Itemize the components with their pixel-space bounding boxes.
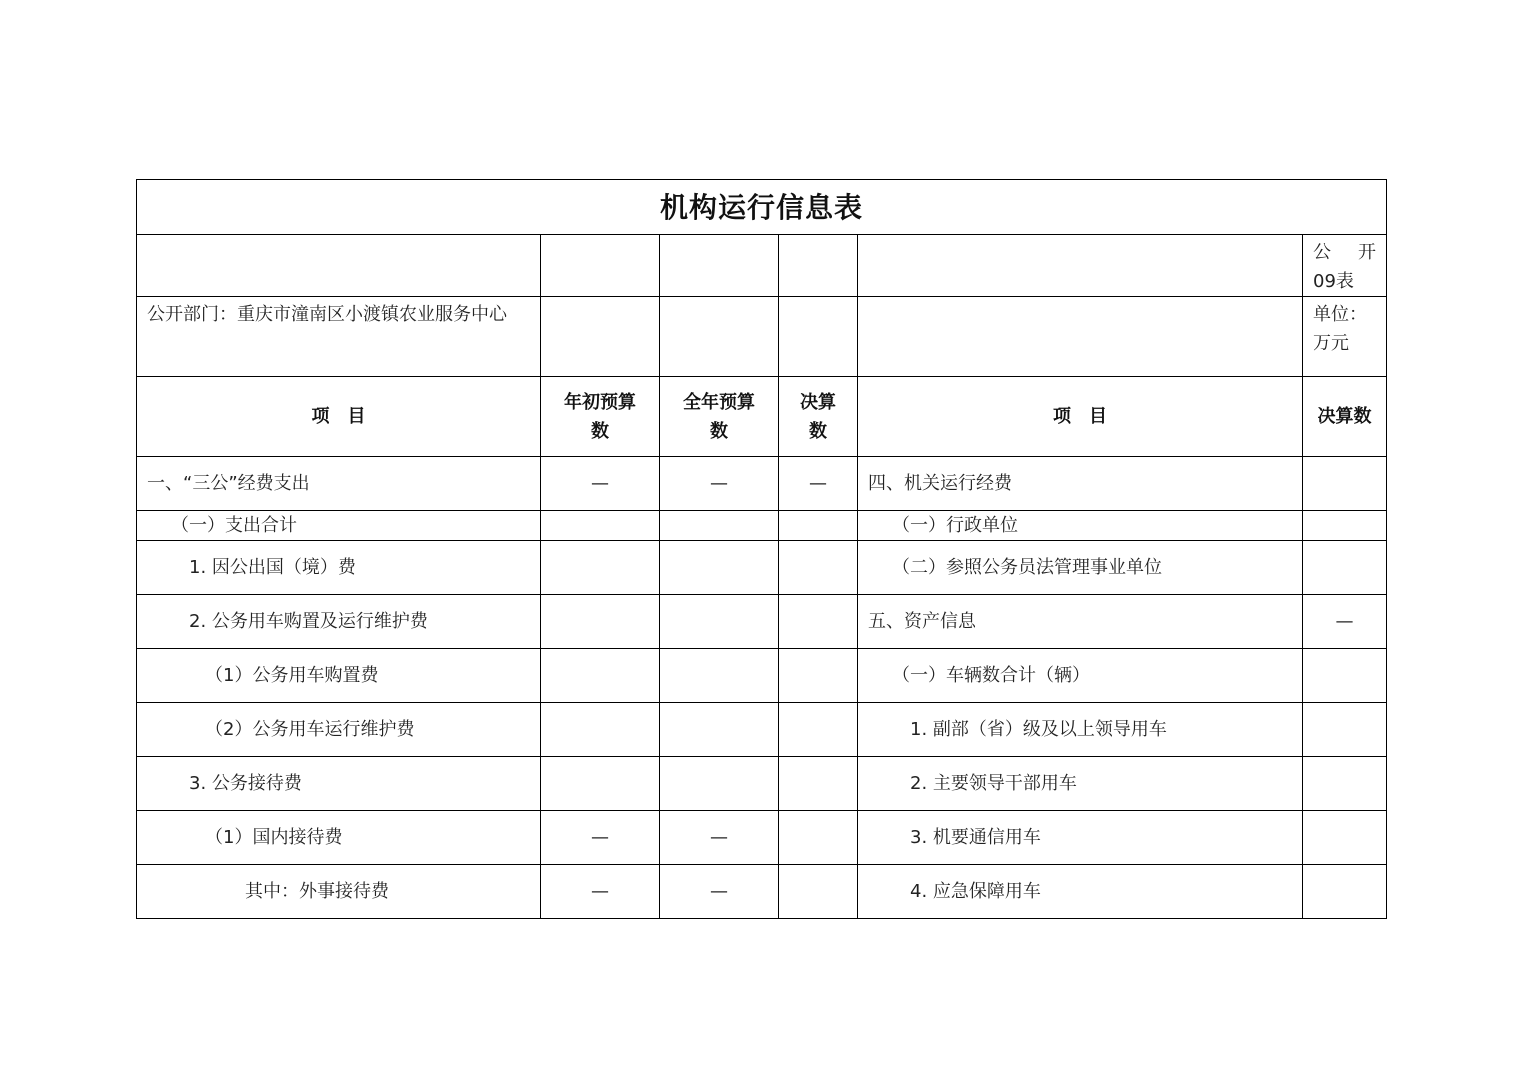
row-item-right: 五、资产信息 [858,595,1303,649]
empty-cell [660,297,779,377]
row-final-account [779,757,858,811]
table-row [137,811,1387,865]
row-initial-budget: — [541,457,660,511]
row-final-account-right [1303,703,1387,757]
row-annual-budget [660,649,779,703]
row-final-account [779,595,858,649]
header-initial-budget-line-1: 年初预算 [564,391,636,413]
form-code-line-2: 09表 [1313,271,1354,292]
row-final-account-right: — [1303,595,1387,649]
row-initial-budget [541,703,660,757]
empty-cell [541,235,660,297]
form-code-line-1: 公 开 [1313,242,1377,263]
row-final-account [779,703,858,757]
operation-info-table [136,179,1387,919]
empty-cell [858,297,1303,377]
header-annual-budget-line-2: 数 [710,420,728,442]
row-initial-budget [541,511,660,541]
table-row [137,865,1387,919]
header-initial-budget-line-2: 数 [591,420,609,442]
header-initial-budget [541,377,660,457]
row-item-right: 4. 应急保障用车 [858,865,1303,919]
row-item-left: （一）支出合计 [137,511,541,541]
row-annual-budget [660,757,779,811]
header-row [137,377,1387,457]
unit-line-2: 万元 [1313,333,1349,354]
row-final-account-right [1303,757,1387,811]
row-item-left: （1）国内接待费 [137,811,541,865]
row-initial-budget: — [541,865,660,919]
table-row [137,457,1387,511]
row-annual-budget: — [660,811,779,865]
table-title: 机构运行信息表 [137,180,1387,235]
row-item-left: 其中：外事接待费 [137,865,541,919]
row-annual-budget [660,511,779,541]
empty-cell [858,235,1303,297]
table-row [137,595,1387,649]
row-final-account-right [1303,457,1387,511]
department-label: 公开部门：重庆市潼南区小渡镇农业服务中心 [137,297,541,377]
row-final-account [779,649,858,703]
row-final-account [779,811,858,865]
row-item-right: （一）行政单位 [858,511,1303,541]
row-final-account [779,865,858,919]
row-final-account [779,511,858,541]
row-final-account-right [1303,649,1387,703]
table-row [137,541,1387,595]
row-item-left: 2. 公务用车购置及运行维护费 [137,595,541,649]
row-item-right: 3. 机要通信用车 [858,811,1303,865]
unit-line-1: 单位： [1313,304,1367,325]
table-row [137,649,1387,703]
row-final-account-right [1303,541,1387,595]
row-annual-budget [660,541,779,595]
header-item-left: 项 目 [137,377,541,457]
row-item-left: （2）公务用车运行维护费 [137,703,541,757]
table-row [137,703,1387,757]
header-final-account-line-1: 决算 [800,391,836,413]
row-initial-budget [541,541,660,595]
row-item-left: 一、“三公”经费支出 [137,457,541,511]
row-annual-budget [660,595,779,649]
empty-cell [541,297,660,377]
row-initial-budget: — [541,811,660,865]
row-final-account [779,541,858,595]
empty-cell [660,235,779,297]
row-annual-budget [660,703,779,757]
header-annual-budget [660,377,779,457]
table-row [137,511,1387,541]
header-annual-budget-line-1: 全年预算 [683,391,755,413]
unit-label [1303,297,1387,377]
row-item-right: 2. 主要领导干部用车 [858,757,1303,811]
row-annual-budget: — [660,865,779,919]
row-final-account: — [779,457,858,511]
form-code [1303,235,1387,297]
header-final-account-right: 决算数 [1303,377,1387,457]
row-initial-budget [541,649,660,703]
row-initial-budget [541,595,660,649]
row-annual-budget: — [660,457,779,511]
row-final-account-right [1303,511,1387,541]
header-final-account [779,377,858,457]
row-item-right: （一）车辆数合计（辆） [858,649,1303,703]
row-item-left: 1. 因公出国（境）费 [137,541,541,595]
empty-cell [779,235,858,297]
row-final-account-right [1303,811,1387,865]
empty-cell [779,297,858,377]
empty-cell [137,235,541,297]
header-final-account-line-2: 数 [809,420,827,442]
row-item-right: （二）参照公务员法管理事业单位 [858,541,1303,595]
row-final-account-right [1303,865,1387,919]
row-item-right: 四、机关运行经费 [858,457,1303,511]
row-item-right: 1. 副部（省）级及以上领导用车 [858,703,1303,757]
table-row [137,757,1387,811]
row-initial-budget [541,757,660,811]
row-item-left: （1）公务用车购置费 [137,649,541,703]
header-item-right: 项 目 [858,377,1303,457]
row-item-left: 3. 公务接待费 [137,757,541,811]
